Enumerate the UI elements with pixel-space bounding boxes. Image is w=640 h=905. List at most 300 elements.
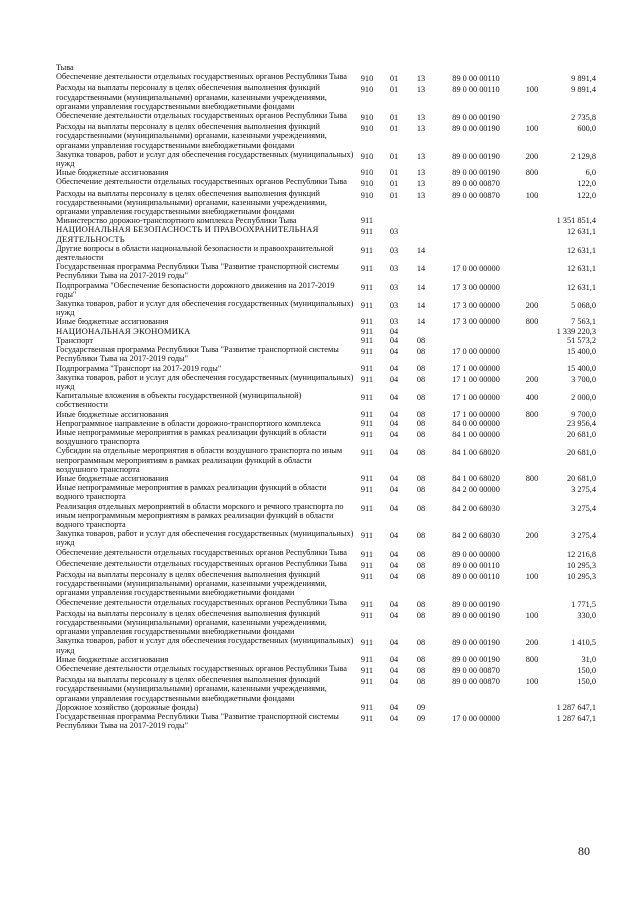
row-name: Закупка товаров, работ и услуг для обеспечения государственных (муниципальных) нужд (56, 149, 354, 169)
page-number: 80 (578, 844, 590, 858)
row-amount: 23 956,4 (566, 418, 596, 428)
row-section-code: 01 (389, 168, 399, 178)
row-name: Иные бюджетные ассигнования (56, 317, 169, 327)
row-ministry-code: 911 (360, 610, 374, 620)
row-name: Расходы на выплаты персоналу в целях обеспечения выполнения функций государственными (муниципальными) органами, казенными учреждениями, органами управления государственными внебюджетными фондами (56, 188, 327, 217)
row-name: Обеспечение деятельности отдельных государственных органов Республики Тыва (56, 664, 347, 673)
table-row (56, 636, 596, 654)
row-name: Обеспечение деятельности отдельных государственных органов Республики Тыва (56, 72, 347, 82)
row-amount: 3 275,4 (571, 485, 596, 495)
row-target-article (434, 225, 518, 227)
row-section-code: 03 (389, 264, 399, 274)
row-expense-type (518, 664, 546, 666)
row-amount: 600,0 (577, 124, 596, 134)
row-section-code: 04 (389, 714, 399, 724)
row-amount: 15 400,0 (566, 347, 596, 357)
row-subsection-code: 08 (416, 666, 426, 675)
row-name: НАЦИОНАЛЬНАЯ БЕЗОПАСНОСТЬ И ПРАВООХРАНИТЕЛЬНАЯ ДЕЯТЕЛЬНОСТЬ (56, 224, 319, 244)
table-row (56, 548, 596, 559)
row-ministry-code: 911 (360, 393, 374, 403)
row-expense-type (518, 428, 546, 430)
row-amount: 6,0 (585, 168, 596, 178)
row-subsection-code: 08 (416, 503, 426, 513)
row-subsection-code: 09 (416, 714, 426, 724)
row-name: Иные бюджетные ассигнования (56, 409, 169, 419)
table-row (56, 446, 596, 474)
row-amount: 12 631,1 (566, 282, 596, 292)
row-ministry-code: 911 (360, 473, 374, 483)
row-subsection-code: 08 (416, 677, 426, 687)
row-subsection-code: 13 (416, 85, 426, 95)
row-ministry-code: 911 (360, 374, 374, 384)
row-name: Закупка товаров, работ и услуг для обеспечения государственных (муниципальных) нужд (56, 372, 354, 391)
row-section-code: 04 (389, 571, 399, 581)
table-row (56, 83, 596, 111)
row-target-article: 17 0 00 00000 (452, 347, 500, 357)
row-expense-type: 100 (525, 677, 539, 687)
table-row (56, 391, 596, 409)
row-subsection-code: 13 (416, 74, 426, 84)
row-target-article: 89 0 00 00190 (452, 168, 500, 178)
row-subsection-code: 08 (416, 638, 426, 648)
table-row (56, 483, 596, 501)
row-name: Иные бюджетные ассигнования (56, 473, 169, 483)
row-target-article: 84 2 00 00000 (452, 485, 500, 495)
row-subsection-code: 08 (416, 429, 426, 439)
row-target-article: 89 0 00 00000 (452, 549, 500, 559)
budget-table (56, 63, 596, 730)
table-row (56, 712, 596, 730)
row-ministry-code: 911 (360, 216, 374, 226)
row-section-code: 04 (389, 549, 399, 559)
row-expense-type (518, 281, 546, 283)
row-name: Расходы на выплаты персоналу в целях обеспечения выполнения функций государственными (муниципальными) органами, казенными учреждениями, органами управления государственными внебюджетными фондами (56, 83, 327, 111)
row-target-article: 89 0 00 00870 (452, 666, 500, 675)
table-row (56, 655, 596, 664)
table-row (56, 675, 596, 703)
row-name: Обеспечение деятельности отдельных государственных органов Республики Тыва (56, 177, 347, 187)
row-section-code: 03 (389, 282, 399, 292)
row-section-code: 01 (389, 151, 399, 161)
row-subsection-code: 08 (416, 531, 426, 541)
row-subsection-code: 08 (416, 549, 426, 559)
row-section-code: 04 (389, 374, 399, 384)
row-amount: 10 295,3 (566, 560, 596, 570)
row-section-code: 04 (389, 429, 399, 439)
row-target-article: 89 0 00 00870 (452, 179, 500, 189)
row-name: Расходы на выплаты персоналу в целях обеспечения выполнения функций государственными (муниципальными) органами, казенными учреждениями, органами управления государственными внебюджетными фондами (56, 608, 327, 637)
row-subsection-code: 08 (416, 473, 426, 483)
row-amount: 1 339 220,3 (556, 326, 596, 336)
row-ministry-code: 911 (360, 448, 374, 458)
row-target-article: 89 0 00 00190 (452, 151, 500, 161)
row-amount: 122,0 (577, 179, 596, 189)
row-amount: 2 129,8 (571, 151, 596, 161)
row-amount: 1 351 851,4 (556, 216, 596, 226)
table-row (56, 299, 596, 317)
row-target-article: 17 1 00 00000 (452, 409, 500, 419)
row-expense-type: 100 (525, 190, 539, 200)
row-expense-type (518, 502, 546, 504)
row-target-article: 89 0 00 00110 (452, 74, 500, 84)
table-row (56, 189, 596, 217)
table-row (56, 225, 596, 243)
row-section-code: 04 (389, 418, 399, 428)
row-name: Подпрограмма "Транспорт на 2017-2019 годы" (56, 363, 222, 373)
row-amount: 12 631,1 (566, 227, 596, 237)
row-amount: 1 287 647,1 (556, 714, 596, 724)
row-target-article: 17 3 00 00000 (452, 301, 500, 311)
row-target-article: 89 0 00 00870 (452, 677, 500, 687)
row-ministry-code: 911 (360, 654, 374, 664)
row-name: Расходы на выплаты персоналу в целях обеспечения выполнения функций государственными (муниципальными) органами, казенными учреждениями, органами управления государственными внебюджетными фондами (56, 675, 327, 703)
row-expense-type: 100 (525, 124, 539, 134)
row-expense-type: 800 (525, 473, 539, 483)
row-subsection-code: 14 (416, 245, 426, 255)
row-subsection-code: 13 (416, 168, 426, 178)
table-row (56, 529, 596, 547)
row-subsection-code: 13 (416, 113, 426, 123)
row-expense-type: 200 (525, 374, 539, 384)
row-ministry-code: 910 (360, 124, 374, 134)
row-name: Реализация отдельных мероприятий в области морского и речного транспорта по иным непрограммным мероприятиям в рамках реализации функций в области водного транспорта (56, 501, 344, 529)
row-ministry-code: 911 (360, 560, 374, 570)
row-section-code: 04 (389, 666, 399, 675)
row-ministry-code: 911 (360, 363, 374, 373)
row-name: НАЦИОНАЛЬНАЯ ЭКОНОМИКА (56, 325, 191, 336)
row-target-article: 84 2 00 68030 (452, 503, 500, 513)
row-name: Государственная программа Республики Тыва "Развитие транспортной системы Республики Тыва на 2017-2019 годы" (56, 262, 339, 281)
row-name: Обеспечение деятельности отдельных государственных органов Республики Тыва (56, 111, 347, 121)
row-name: Расходы на выплаты персоналу в целях обеспечения выполнения функций государственными (муниципальными) органами, казенными учреждениями, органами управления государственными внебюджетными фондами (56, 569, 327, 598)
row-amount: 12 631,1 (566, 245, 596, 255)
table-row (56, 168, 596, 177)
row-ministry-code: 911 (360, 638, 374, 648)
row-subsection-code: 08 (416, 448, 426, 458)
row-subsection-code: 08 (416, 654, 426, 664)
row-name: Закупка товаров, работ и услуг для обеспечения государственных (муниципальных) нужд (56, 299, 354, 318)
row-ministry-code: 911 (360, 485, 374, 495)
row-subsection-code: 08 (416, 363, 426, 373)
row-target-article: 89 0 00 00190 (452, 654, 500, 664)
row-amount: 2 735,8 (571, 113, 596, 123)
row-subsection-code (408, 225, 434, 227)
row-name: Расходы на выплаты персоналу в целях обеспечения выполнения функций государственными (муниципальными) органами, казенными учреждениями, органами управления государственными внебюджетными фондами (56, 122, 327, 150)
row-subsection-code: 13 (416, 190, 426, 200)
table-row (56, 419, 596, 428)
table-row (56, 177, 596, 188)
row-section-code: 01 (389, 85, 399, 95)
row-subsection-code: 14 (416, 282, 426, 292)
row-ministry-code: 911 (360, 264, 374, 274)
row-name: Иные бюджетные ассигнования (56, 168, 169, 178)
row-subsection-code: 09 (416, 702, 426, 712)
row-section-code: 04 (389, 393, 399, 403)
row-name: Иные непрограммные мероприятия в рамках реализации функций в области воздушного транспорта (56, 427, 327, 447)
row-target-article: 84 2 00 68030 (452, 531, 500, 541)
row-expense-type (518, 598, 546, 600)
row-expense-type (518, 72, 546, 74)
row-section-code: 04 (389, 473, 399, 483)
row-subsection-code: 13 (416, 124, 426, 134)
row-name: Иные непрограммные мероприятия в рамках реализации функций в области водного транспорта (56, 483, 327, 502)
row-amount: 3 275,4 (571, 531, 596, 541)
row-amount: 1 771,5 (571, 599, 596, 609)
row-amount: 330,0 (577, 610, 596, 620)
row-ministry-code: 910 (360, 151, 374, 161)
row-section-code: 04 (389, 702, 399, 712)
table-row (56, 474, 596, 483)
row-subsection-code: 08 (416, 374, 426, 384)
row-name: Иные бюджетные ассигнования (56, 654, 169, 664)
row-expense-type (518, 483, 546, 485)
row-ministry-code: 911 (360, 227, 374, 237)
row-section-code: 04 (389, 503, 399, 513)
row-section-code: 04 (389, 654, 399, 664)
row-ministry-code: 910 (360, 168, 374, 178)
row-ministry-code: 911 (360, 503, 374, 513)
row-target-article: 89 0 00 00190 (452, 599, 500, 609)
row-expense-type: 800 (525, 654, 539, 664)
table-row (56, 609, 596, 637)
row-ministry-code: 911 (360, 326, 374, 336)
row-target-article: 17 0 00 00000 (452, 714, 500, 724)
table-row (56, 111, 596, 122)
row-ministry-code: 911 (360, 418, 374, 428)
row-section-code: 03 (389, 317, 399, 327)
table-row (56, 410, 596, 419)
table-row (56, 72, 596, 83)
row-expense-type: 800 (525, 317, 539, 327)
row-target-article (434, 244, 518, 246)
row-amount: 9 700,0 (571, 409, 596, 419)
row-section-code: 04 (389, 448, 399, 458)
table-row (56, 598, 596, 609)
row-ministry-code: 911 (360, 429, 374, 439)
row-section-code: 04 (389, 610, 399, 620)
row-subsection-code: 08 (416, 571, 426, 581)
table-row (56, 150, 596, 168)
row-amount: 122,0 (577, 190, 596, 200)
row-target-article: 89 0 00 00190 (452, 610, 500, 620)
row-subsection-code: 08 (416, 610, 426, 620)
row-subsection-code: 08 (416, 560, 426, 570)
row-subsection-code: 08 (416, 409, 426, 419)
table-row (56, 63, 596, 72)
row-target-article: 17 3 00 00000 (452, 317, 500, 327)
row-expense-type: 200 (525, 638, 539, 648)
table-row (56, 502, 596, 530)
row-ministry-code: 911 (360, 571, 374, 581)
row-name: Министерство дорожно-транспортного комплекса Республики Тыва (56, 216, 297, 226)
row-section-code: 04 (389, 347, 399, 357)
table-row (56, 703, 596, 712)
table-row (56, 262, 596, 280)
row-expense-type (518, 244, 546, 246)
row-ministry-code: 910 (360, 85, 374, 95)
row-expense-type (518, 712, 546, 714)
row-amount: 1 410,5 (571, 638, 596, 648)
row-subsection-code: 14 (416, 264, 426, 274)
row-ministry-code: 911 (360, 317, 374, 327)
row-expense-type (518, 225, 546, 227)
table-row (56, 373, 596, 391)
row-expense-type: 100 (525, 571, 539, 581)
row-ministry-code: 910 (360, 113, 374, 123)
row-ministry-code: 910 (360, 179, 374, 189)
row-section-code: 04 (389, 409, 399, 419)
row-amount: 15 400,0 (566, 363, 596, 373)
row-target-article: 84 0 00 00000 (452, 418, 500, 428)
row-amount: 5 068,0 (571, 301, 596, 311)
row-expense-type (518, 446, 546, 448)
row-ministry-code: 911 (360, 245, 374, 255)
row-amount: 150,0 (577, 677, 596, 687)
row-ministry-code: 911 (360, 666, 374, 675)
row-section-code: 04 (389, 335, 399, 345)
row-name: Государственная программа Республики Тыва "Развитие транспортной системы Республики Тыва на 2017-2019 годы" (56, 345, 339, 364)
row-name: Обеспечение деятельности отдельных государственных органов Республики Тыва (56, 547, 347, 557)
row-expense-type: 800 (525, 168, 539, 178)
row-name: Дорожное хозяйство (дорожные фонды) (56, 702, 199, 712)
row-expense-type (518, 262, 546, 264)
row-subsection-code: 13 (416, 151, 426, 161)
row-name: Обеспечение деятельности отдельных государственных органов Республики Тыва (56, 597, 347, 607)
row-target-article: 17 1 00 00000 (452, 393, 500, 403)
row-amount: 3 700,0 (571, 374, 596, 384)
row-section-code: 04 (389, 326, 399, 336)
row-section-code: 04 (389, 363, 399, 373)
row-subsection-code: 14 (416, 317, 426, 327)
row-amount: 51 573,2 (566, 335, 596, 345)
row-expense-type: 100 (525, 85, 539, 95)
row-subsection-code: 13 (416, 179, 426, 189)
row-ministry-code: 911 (360, 677, 374, 687)
row-section-code: 01 (389, 190, 399, 200)
row-target-article: 84 1 00 68020 (452, 473, 500, 483)
row-name: Транспорт (56, 335, 93, 345)
row-amount: 20 681,0 (566, 448, 596, 458)
row-amount: 1 287 647,1 (556, 702, 596, 712)
row-amount: 150,0 (577, 666, 596, 675)
row-expense-type: 100 (525, 610, 539, 620)
row-subsection-code: 08 (416, 485, 426, 495)
row-amount: 31,0 (581, 654, 596, 664)
row-ministry-code: 911 (360, 531, 374, 541)
row-subsection-code: 08 (416, 418, 426, 428)
row-section-code: 03 (389, 227, 399, 237)
row-ministry-code: 911 (360, 282, 374, 292)
row-ministry-code: 911 (360, 714, 374, 724)
row-subsection-code: 14 (416, 301, 426, 311)
row-name: Тыва (56, 63, 74, 72)
row-amount: 20 681,0 (566, 473, 596, 483)
row-expense-type: 800 (525, 409, 539, 419)
row-target-article: 89 0 00 00110 (452, 571, 500, 581)
row-name: Субсидии на отдельные мероприятия в области воздушного транспорта по иным непрограммным мероприятиям в рамках реализации функций в области воздушного транспорта (56, 446, 343, 474)
row-ministry-code: 911 (360, 335, 374, 345)
row-target-article: 17 1 00 00000 (452, 374, 500, 384)
row-target-article: 84 1 00 68020 (452, 448, 500, 458)
row-target-article: 89 0 00 00110 (452, 560, 500, 570)
row-name: Подпрограмма "Обеспечение безопасности дорожного движения на 2017-2019 годы" (56, 280, 335, 299)
row-amount: 12 631,1 (566, 264, 596, 274)
row-section-code: 01 (389, 179, 399, 189)
table-row (56, 122, 596, 150)
row-ministry-code: 911 (360, 549, 374, 559)
row-amount: 3 275,4 (571, 503, 596, 513)
row-section-code: 04 (389, 560, 399, 570)
row-expense-type: 200 (525, 531, 539, 541)
table-row (56, 428, 596, 446)
row-amount: 7 563,1 (571, 317, 596, 327)
row-target-article: 17 0 00 00000 (452, 264, 500, 274)
row-expense-type (518, 177, 546, 179)
table-row (56, 559, 596, 570)
table-row (56, 336, 596, 345)
row-ministry-code: 911 (360, 301, 374, 311)
row-subsection-code: 08 (416, 393, 426, 403)
row-target-article: 89 0 00 00870 (452, 190, 500, 200)
table-row (56, 570, 596, 598)
row-name: Другие вопросы в области национальной безопасности и правоохранительной деятельности (56, 243, 334, 263)
row-target-article: 17 3 00 00000 (452, 282, 500, 292)
row-expense-type: 400 (525, 393, 539, 403)
table-row (56, 327, 596, 336)
row-ministry-code: 910 (360, 74, 374, 84)
row-target-article: 89 0 00 00190 (452, 638, 500, 648)
row-amount: 12 216,8 (566, 549, 596, 559)
row-name: Закупка товаров, работ и услуг для обеспечения государственных (муниципальных) нужд (56, 529, 354, 548)
row-name: Капитальные вложения в объекты государственной (муниципальной) собственности (56, 391, 302, 410)
row-subsection-code: 08 (416, 599, 426, 609)
row-amount: 9 891,4 (571, 74, 596, 84)
row-section-code: 04 (389, 677, 399, 687)
row-name: Закупка товаров, работ и услуг для обеспечения государственных (муниципальных) нужд (56, 636, 354, 655)
row-name: Государственная программа Республики Тыва "Развитие транспортной системы Республики Тыва на 2017-2019 годы" (56, 712, 339, 731)
table-row (56, 244, 596, 262)
row-section-code: 04 (389, 638, 399, 648)
row-section-code: 01 (389, 124, 399, 134)
row-name: Обеспечение деятельности отдельных государственных органов Республики Тыва (56, 558, 347, 568)
row-amount: 2 000,0 (571, 393, 596, 403)
table-row (56, 281, 596, 299)
row-section-code: 04 (389, 531, 399, 541)
table-row (56, 364, 596, 373)
row-target-article: 89 0 00 00190 (452, 124, 500, 134)
row-ministry-code: 910 (360, 190, 374, 200)
row-amount: 20 681,0 (566, 429, 596, 439)
row-ministry-code: 911 (360, 409, 374, 419)
row-section-code: 03 (389, 245, 399, 255)
row-target-article: 89 0 00 00190 (452, 113, 500, 123)
row-expense-type (518, 559, 546, 561)
row-amount: 9 891,4 (571, 85, 596, 95)
row-section-code: 01 (389, 113, 399, 123)
row-subsection-code: 08 (416, 335, 426, 345)
row-expense-type (518, 111, 546, 113)
row-subsection-code: 08 (416, 347, 426, 357)
row-target-article: 84 1 00 00000 (452, 429, 500, 439)
table-row (56, 345, 596, 363)
row-section-code: 04 (389, 485, 399, 495)
row-section-code: 03 (389, 301, 399, 311)
row-expense-type (518, 548, 546, 550)
row-ministry-code: 911 (360, 347, 374, 357)
row-section-code: 01 (389, 74, 399, 84)
row-expense-type (518, 345, 546, 347)
row-expense-type: 200 (525, 151, 539, 161)
